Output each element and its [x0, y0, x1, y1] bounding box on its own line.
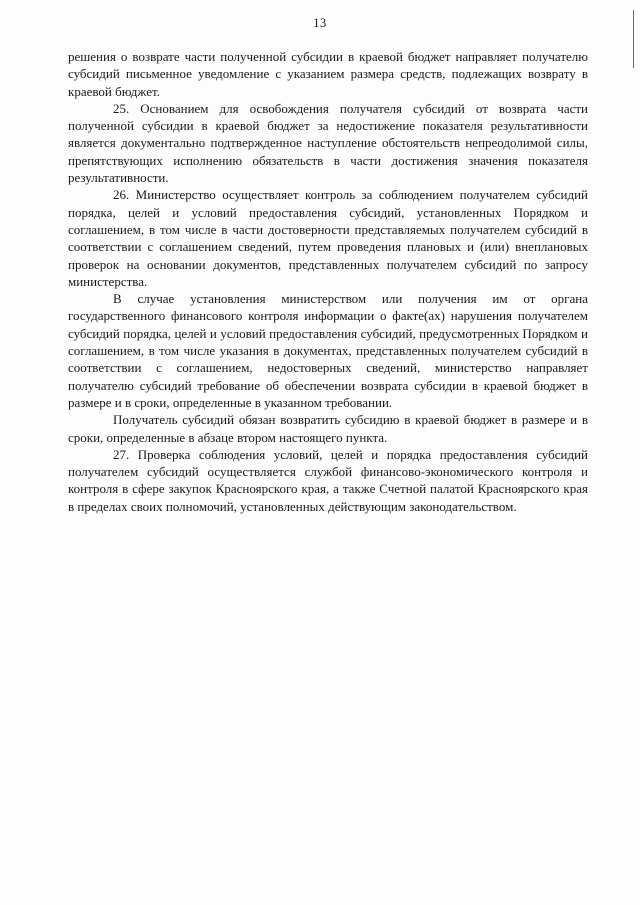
paragraph-item-27: 27. Проверка соблюдения условий, целей и порядка предоставления субсидий получателем субсидий осуществляется службой финансово-экономического контроля и контроля в сфере закупок Красноярского края, а также Счетной палатой Красноярского края в пределах своих полномочий, установленных действующим законодательством.	[68, 446, 588, 514]
paragraph-item-26-part-2: В случае установления министерством или получения им от органа государственного финансового контроля информации о факте(ах) нарушения получателем субсидий порядка, целей и условий предоставления субсидий, предусмотренных Порядком и соглашением, в том числе указания в документах, представленных получателем субсидий в соответствии с соглашением, недостоверных сведений, министерство направляет получателю субсидий требование об обеспечении возврата субсидии в краевой бюджет в размере и в сроки, определенные в указанном требовании.	[68, 291, 588, 410]
page-number: 13	[313, 16, 327, 30]
paragraph-item-26: 26. Министерство осуществляет контроль за соблюдением получателем субсидий порядка, целей и условий предоставления субсидий, установленных Порядком и соглашением, в том числе в части достоверности представляемых получателем субсидий в соответствии с соглашением сведений, путем проведения плановых и (или) внеплановых проверок на основании документов, представленных получателем субсидий по запросу министерства.	[68, 187, 588, 289]
paragraph-item-26-part-3: Получатель субсидий обязан возвратить субсидию в краевой бюджет в размере и в сроки, определенные в абзаце втором настоящего пункта.	[68, 412, 588, 445]
document-body	[68, 48, 588, 515]
paragraph-item-25: 25. Основанием для освобождения получателя субсидий от возврата части полученной субсидии в краевой бюджет за недостижение показателя результативности является документально подтвержденное наступление обстоятельств непреодолимой силы, препятствующих исполнению обязательств в части достижения значения показателя результативности.	[68, 100, 588, 186]
paragraph-continuation: решения о возврате части полученной субсидии в краевой бюджет направляет получателю субсидий письменное уведомление с указанием размера средств, подлежащих возврату в краевой бюджет.	[68, 49, 588, 99]
